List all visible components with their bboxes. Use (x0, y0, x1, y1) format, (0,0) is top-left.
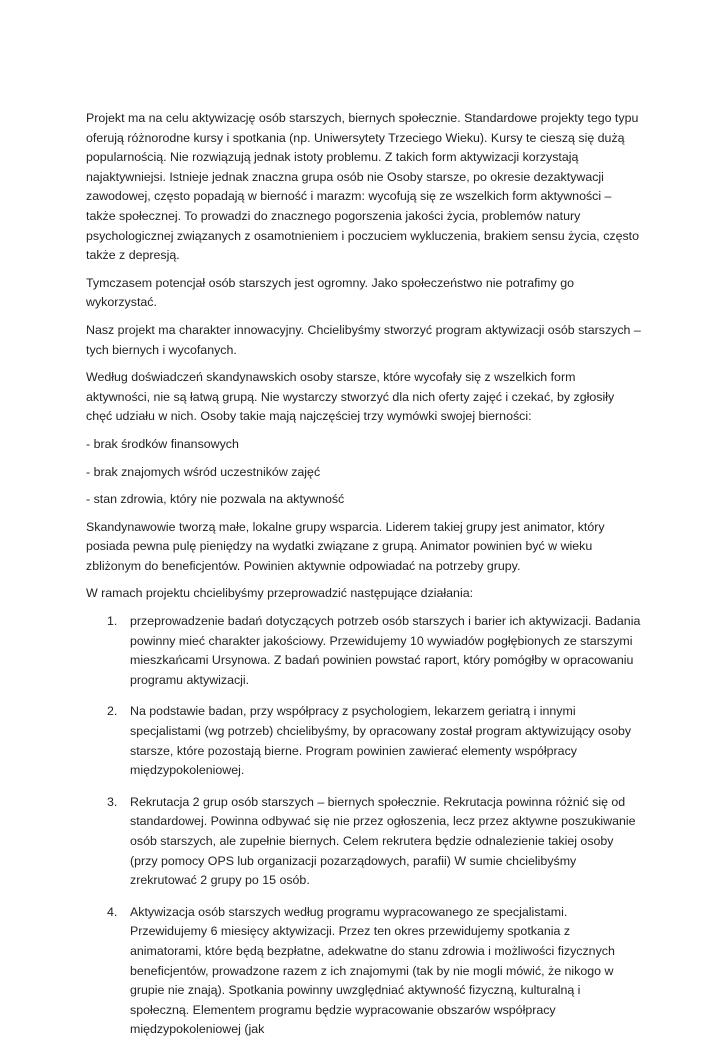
list-item-text: przeprowadzenie badań dotyczących potrzeb osób starszych i barier ich aktywizacji. Badania powinny mieć charakter jakościowy. Przewidujemy 10 wywiadów pogłębionych ze starszymi mieszkańcami Ursynowa. Z badań powinien powstać raport, który pomógłby w opracowaniu programu aktywizacji. (130, 614, 641, 687)
list-item (86, 612, 642, 690)
list-item-number: 3. (107, 794, 118, 809)
paragraph-intro-2: Tymczasem potencjał osób starszych jest ogromny. Jako społeczeństwo nie potrafimy go wykorzystać. (86, 275, 575, 310)
paragraph-intro-3: Nasz projekt ma charakter innowacyjny. Chcielibyśmy stworzyć program aktywizacji osób starszych – tych biernych i wycofanych. (86, 322, 641, 357)
paragraph-intro-1: Projekt ma na celu aktywizację osób starszych, biernych społecznie. Standardowe projekty tego typu oferują różnorodne kursy i spotkania (np. Uniwersytety Trzeciego Wieku). Kursy te cieszą się dużą popularnością. Nie rozwiązują jednak istoty problemu. Z takich form aktywizacji korzystają najaktywniejsi. Istnieje jednak znaczna grupa osób nie Osoby starsze, po okresie dezaktywacji zawodowej, często popadają w bierność i marazm: wycofują się ze wszelkich form aktywności – także społecznej. To prowadzi do znacznego pogorszenia jakości życia, problemów natury psychologicznej związanych z osamotnieniem i poczuciem wykluczenia, brakiem sensu życia, często także z depresją. (86, 111, 639, 263)
list-item (86, 903, 642, 1040)
paragraph-groups: Skandynawowie tworzą małe, lokalne grupy wsparcia. Liderem takiej grupy jest animator, który posiada pewna pulę pieniędzy na wydatki związane z grupą. Animator powinien być w wieku zbliżonym do beneficjentów. Powinien aktywnie odpowiadać na potrzeby grupy. (86, 519, 605, 573)
list-item (86, 702, 642, 780)
bullet-item: - stan zdrowia, który nie pozwala na aktywność (86, 492, 345, 507)
list-item (86, 793, 642, 891)
list-item-number: 1. (107, 614, 118, 629)
bullet-item: - brak środków finansowych (86, 436, 239, 451)
paragraph-actions-intro: W ramach projektu chcielibyśmy przeprowadzić następujące działania: (86, 586, 474, 601)
list-item-text: Aktywizacja osób starszych według programu wypracowanego ze specjalistami. Przewidujemy 6 miesięcy aktywizacji. Przez ten okres przewidujemy spotkania z animatorami, które będą bezpłatne, adekwatne do stanu zdrowia i możliwości fizycznych beneficjentów, prowadzone razem z ich znajomymi (tak by nie mogli mówić, że nikogo w grupie nie znają). Spotkania powinny uwzględniać aktywność fizyczną, kulturalną i społeczną. Elementem programu będzie wypracowanie obszarów współpracy międzypokoleniowej (jak (130, 904, 615, 1037)
document-page (86, 109, 642, 1052)
list-item-text: Rekrutacja 2 grup osób starszych – biernych społecznie. Rekrutacja powinna różnić się od standardowej. Powinna odbywać się nie przez ogłoszenia, lecz przez aktywne poszukiwanie osób starszych, ale zupełnie biernych. Celem rekrutera będzie odnalezienie takiej osoby (przy pomocy OPS lub organizacji pozarządowych, parafii) W sumie chcielibyśmy zrekrutować 2 grupy po 15 osób. (130, 794, 636, 888)
list-item-number: 2. (107, 704, 118, 719)
paragraph-intro-4: Według doświadczeń skandynawskich osoby starsze, które wycofały się z wszelkich form aktywności, nie są łatwą grupą. Nie wystarczy stworzyć dla nich oferty zajęć i czekać, by zgłosiły chęć udziału w nich. Osoby takie mają najczęściej trzy wymówki swojej bierności: (86, 370, 615, 424)
bullet-item: - brak znajomych wśród uczestników zajęć (86, 464, 321, 479)
numbered-list (86, 612, 642, 1040)
list-item-text: Na podstawie badan, przy współpracy z psychologiem, lekarzem geriatrą i innymi specjalistami (wg potrzeb) chcielibyśmy, by opracowany został program aktywizujący osoby starsze, które pozostają bierne. Program powinien zawierać elementy współpracy międzypokoleniowej. (130, 704, 632, 778)
list-item-number: 4. (107, 904, 118, 919)
